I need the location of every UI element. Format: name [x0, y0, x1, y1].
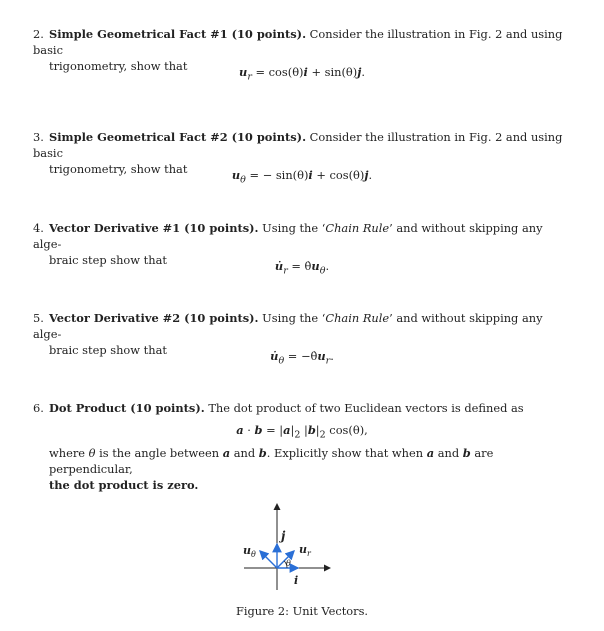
problem-number: 6.	[33, 401, 44, 415]
problem-text: Consider the illustration in Fig. 2 and using basic	[33, 27, 563, 57]
problem-text: Consider the illustration in Fig. 2 and using basic	[33, 130, 563, 160]
label-ur: $u_r$	[299, 543, 311, 558]
problem-text: braic step show that	[49, 343, 167, 357]
label-theta: θ	[286, 559, 291, 568]
label-j: j	[281, 529, 286, 543]
equation-dot-product: $a \cdot b = |a|_2$ $|b|_2$ cos(θ),	[236, 423, 368, 441]
problem-number: 3.	[33, 130, 44, 144]
problem-text: trigonometry, show that	[49, 59, 188, 73]
equation-utheta: $u_\theta$ = − sin(θ)i + cos(θ)j.	[231, 168, 373, 186]
problem-heading: Vector Derivative #2 (10 points).	[49, 311, 259, 325]
problem-text: where θ is the angle between a and b. Explicitly show that when a and b are perpendicular,	[49, 446, 494, 476]
problem-heading: Simple Geometrical Fact #1 (10 points).	[49, 27, 307, 41]
problem-6	[33, 400, 573, 416]
equation-ur-dot: $u̇_r$ = $\thetȧu_\theta$.	[274, 259, 330, 277]
equation-utheta-dot: $u̇_\theta$ = $-\thetȧu_r$.	[270, 349, 334, 367]
label-i: i	[294, 574, 299, 587]
problem-heading: Vector Derivative #1 (10 points).	[49, 221, 259, 235]
problem-number: 5.	[33, 311, 44, 325]
label-utheta: $u_\theta$	[243, 544, 256, 559]
problem-text: trigonometry, show that	[49, 162, 188, 176]
problem-heading: Simple Geometrical Fact #2 (10 points).	[49, 130, 307, 144]
problem-4: 4. Vector Derivative #1 (10 points). Using the ‘Chain Rule’ and without skipping any alge- braic step show that	[33, 220, 573, 268]
figure-caption: Figure 2: Unit Vectors.	[235, 604, 369, 618]
problem-number: 4.	[33, 221, 44, 235]
problem-text: the dot product is zero.	[49, 478, 199, 492]
unit-vectors-figure	[226, 500, 336, 592]
utheta-vector	[260, 551, 277, 568]
problem-heading: Dot Product (10 points).	[49, 401, 205, 415]
problem-text: braic step show that	[49, 253, 167, 267]
equation-ur: $u_r = \cos(\theta)i + \sin(\theta)j$.	[239, 65, 365, 83]
problem-text: The dot product of two Euclidean vectors is defined as	[208, 401, 524, 415]
problem-6-cont	[33, 445, 573, 493]
problem-5: 5. Vector Derivative #2 (10 points). Using the ‘Chain Rule’ and without skipping any alge- braic step show that	[33, 310, 573, 358]
problem-number: 2.	[33, 27, 44, 41]
